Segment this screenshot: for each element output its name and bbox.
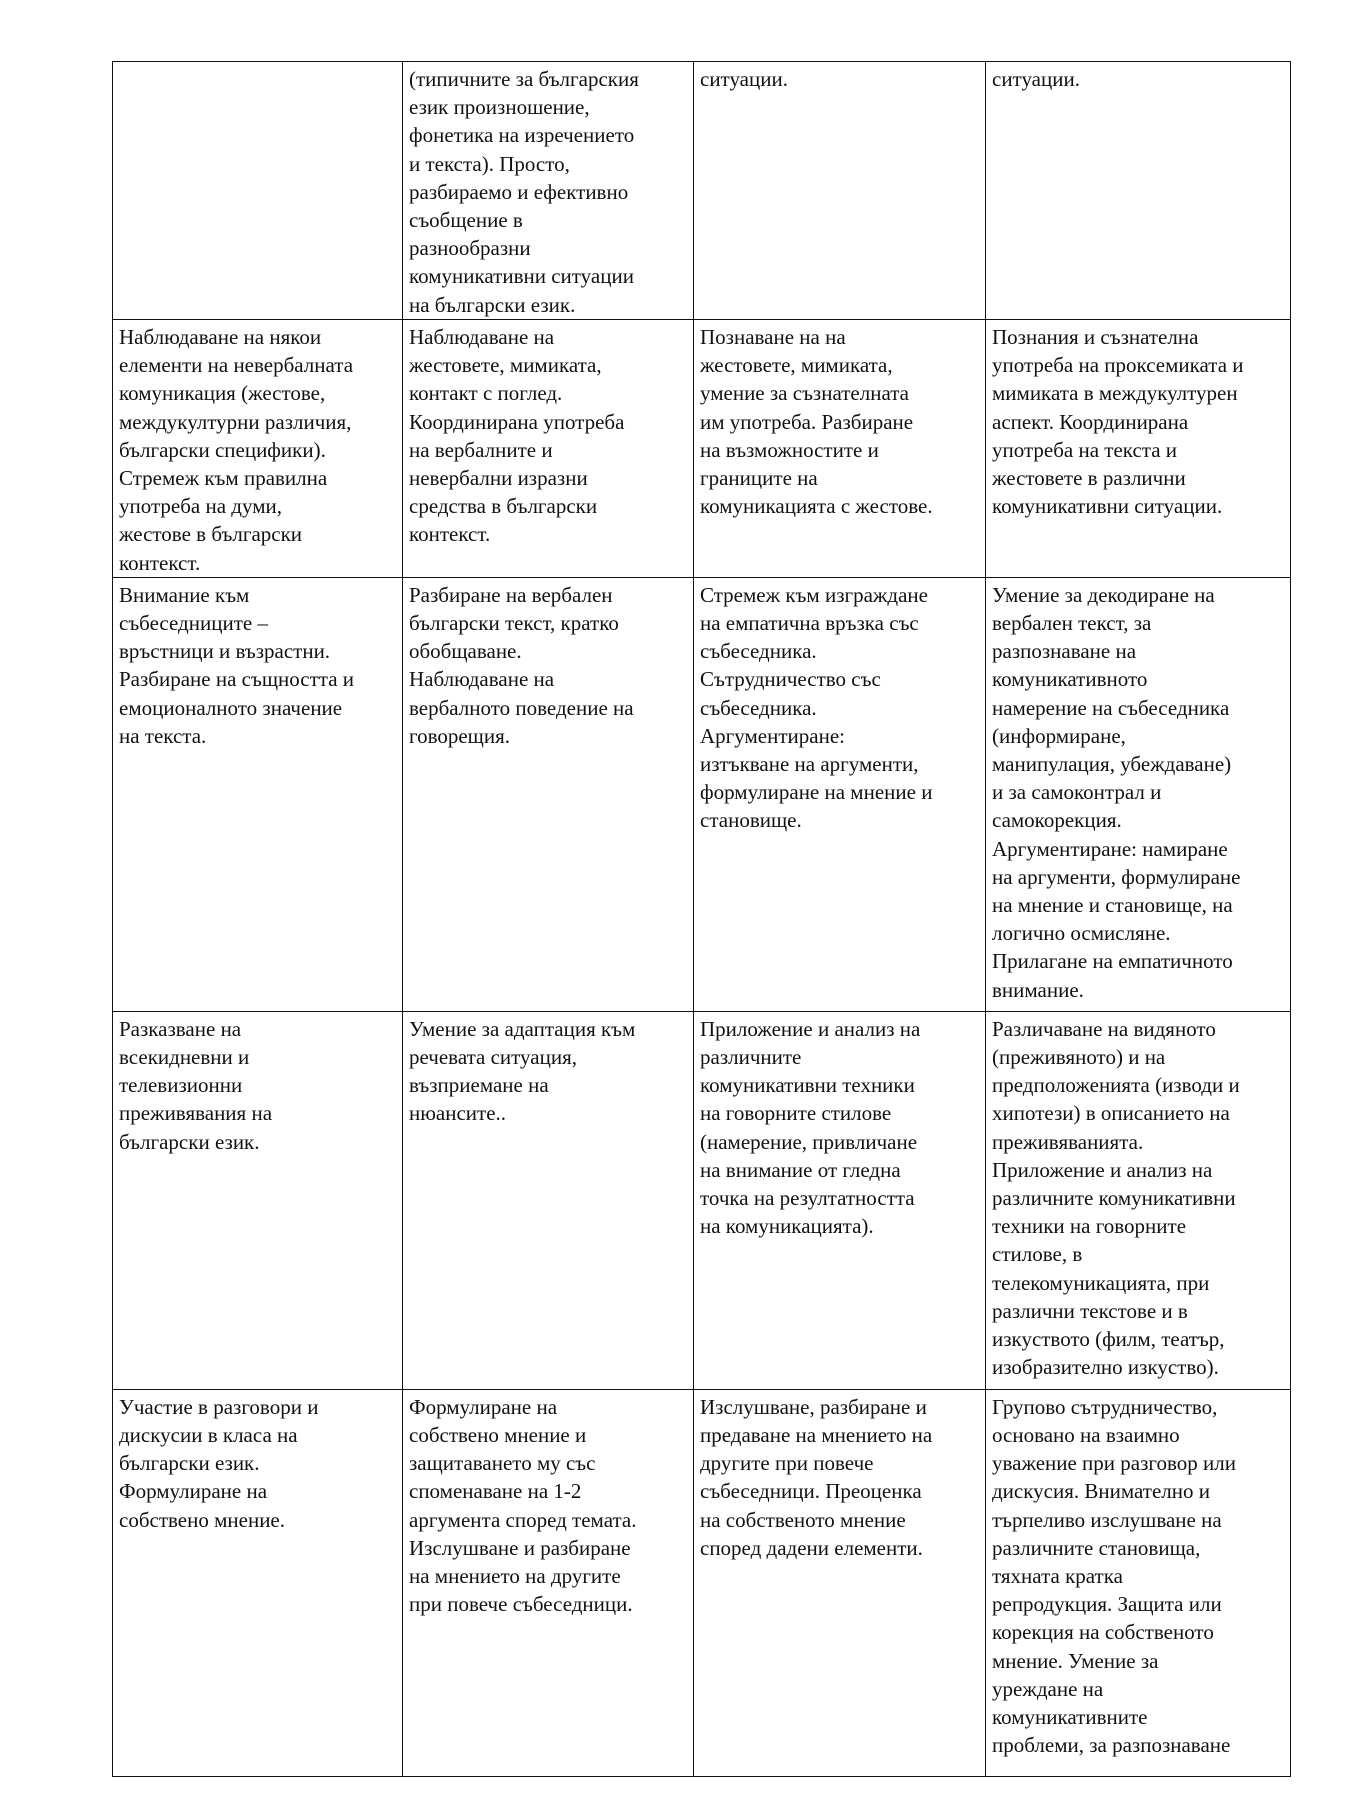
table-row xyxy=(113,62,1291,320)
cell-text: Наблюдаване на жестовете, мимиката, контакт с поглед. Координирана употреба на вербалните и невербални изразни средства в български контекст. xyxy=(409,325,625,547)
cell-text: Участие в разговори и дискусии в класа на български език. Формулиране на собствено мнение. xyxy=(119,1394,319,1532)
cell-text: Умение за декодиране на вербален текст, за разпознаване на комуникативното намерение на събеседника (информиране, манипулация, убеждаване) и за самоконтрал и самокорекция. Аргументиране: намиране на аргументи, формулиране на мнение и становище, на логично осмисляне. Прилагане на емпатичното внимание. xyxy=(992,582,1241,1002)
table-cell xyxy=(403,62,694,320)
table-cell xyxy=(113,320,403,578)
table-cell xyxy=(403,577,694,1011)
table-cell xyxy=(986,62,1291,320)
cell-text: (типичните за българския език произношение, фонетика на изречението и текста). Просто, разбираемо и ефективно съобщение в разнообразни комуникативни ситуации на български език. xyxy=(409,67,639,317)
cell-text: Разбиране на вербален български текст, кратко обобщаване. Наблюдаване на вербалното поведение на говорещия. xyxy=(409,582,634,748)
table-cell xyxy=(986,320,1291,578)
cell-text: Познания и съзнателна употреба на проксемиката и мимиката в междукултурен аспект. Координирана употреба на текста и жестовете в различни комуникативни ситуации. xyxy=(992,325,1244,519)
cell-text: ситуации. xyxy=(700,67,788,91)
cell-text: Стремеж към изграждане на емпатична връзка със събеседника. Сътрудничество със събеседника. Аргументиране: изтъкване на аргументи, формулиране на мнение и становище. xyxy=(700,582,933,833)
cell-text: Приложение и анализ на различните комуникативни техники на говорните стилове (намерение, привличане на внимание от гледна точка на резултатността на комуникацията). xyxy=(700,1016,921,1239)
cell-text: ситуации. xyxy=(992,67,1080,91)
table-cell xyxy=(694,577,986,1011)
table-row xyxy=(113,1389,1291,1776)
cell-text: Познаване на на жестовете, мимиката, умение за съзнателната им употреба. Разбиране на възможностите и границите на комуникацията с жестове. xyxy=(700,325,933,519)
cell-text: Изслушване, разбиране и предаване на мнението на другите при повече събеседници. Преоценка на собственото мнение според дадени елементи. xyxy=(700,1394,933,1560)
curriculum-table xyxy=(112,61,1291,1777)
cell-text: Групово сътрудничество, основано на взаимно уважение при разговор или дискусия. Внимателно и търпеливо изслушване на различните становища, тяхната кратка репродукция. Защита или корекция на собственото мнение. Умение за уреждане на комуникативните проблеми, за разпознаване xyxy=(992,1394,1236,1758)
table-cell xyxy=(113,577,403,1011)
table-cell xyxy=(403,1389,694,1776)
table-cell xyxy=(403,320,694,578)
table-cell xyxy=(694,320,986,578)
table-cell xyxy=(403,1011,694,1389)
cell-text: Внимание към събеседниците – връстници и възрастни. Разбиране на същността и емоционалното значение на текста. xyxy=(119,582,355,748)
cell-text: Наблюдаване на някои елементи на невербалната комуникация (жестове, междукултурни различия, български специфики). Стремеж към правилна употреба на думи, жестове в български контекст. xyxy=(119,325,354,575)
table-row xyxy=(113,1011,1291,1389)
table-cell xyxy=(986,1011,1291,1389)
table-row xyxy=(113,320,1291,578)
table-cell xyxy=(694,62,986,320)
table-cell xyxy=(113,1011,403,1389)
cell-text: Различаване на видяното (преживяното) и на предположенията (изводи и хипотези) в описанието на преживяванията. Приложение и анализ на различните комуникативни техники на говорните стилове, в телекомуникацията, при различни текстове и в изкуството (филм, театър, изобразително изкуство). xyxy=(992,1016,1240,1380)
table-cell xyxy=(986,1389,1291,1776)
cell-text: Разказване на всекидневни и телевизионни преживявания на български език. xyxy=(119,1016,273,1154)
table-cell xyxy=(113,62,403,320)
table-cell xyxy=(694,1389,986,1776)
cell-text: Формулиране на собствено мнение и защитаването му със споменаване на 1-2 аргумента според темата. Изслушване и разбиране на мнението на другите при повече събеседници. xyxy=(409,1394,637,1617)
table-cell xyxy=(694,1011,986,1389)
table-cell xyxy=(113,1389,403,1776)
cell-text: Умение за адаптация към речевата ситуация, възприемане на нюансите.. xyxy=(409,1016,636,1126)
table-row xyxy=(113,577,1291,1011)
table-cell xyxy=(986,577,1291,1011)
